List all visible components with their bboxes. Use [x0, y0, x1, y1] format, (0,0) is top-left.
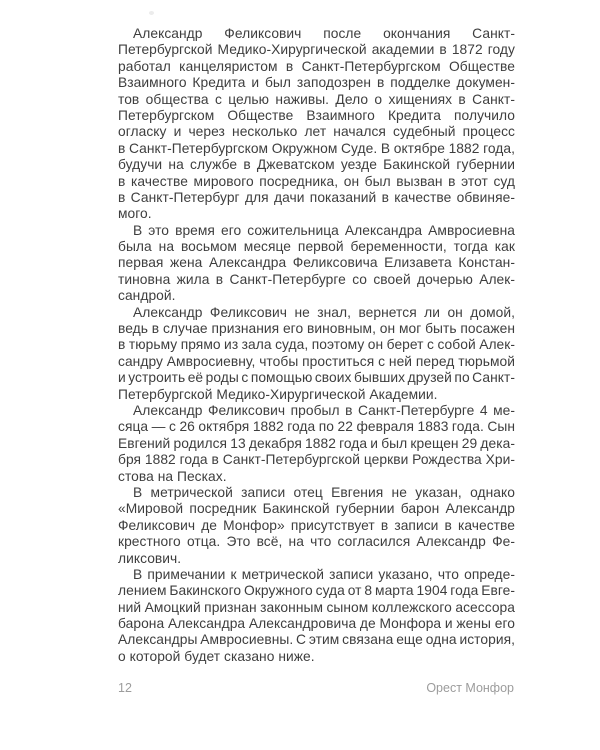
paragraph — [118, 223, 515, 305]
text-block — [118, 26, 515, 665]
scan-speck-artifact — [149, 11, 154, 15]
text-line: мого. — [118, 206, 152, 222]
text-line: Петербургской Медико-Хирургической Академии. — [118, 386, 438, 402]
text-line: бря 1882 года в Санкт-Петербургской церкви Рождества Хри- — [118, 452, 515, 468]
text-line: «Мировой посредник Бакинской губернии барон Александр — [118, 501, 515, 517]
text-line: ний Амоцкий признан законным сыном коллежского асессора — [118, 599, 515, 615]
paragraph — [118, 26, 515, 223]
text-line: о которой будет сказано ниже. — [118, 648, 315, 664]
text-line: Петербургском Обществе Взаимного Кредита получило — [118, 107, 515, 123]
paragraph — [118, 305, 515, 403]
text-line: Александры Амвросиевны. С этим связана еще одна история, — [118, 632, 515, 648]
text-line: сяца — с 26 октября 1882 года по 22 февраля 1883 года. Сын — [118, 419, 515, 435]
text-line: в качестве мирового посредника, он был вызван в этот суд — [118, 173, 515, 189]
text-line: Петербургской Медико-Хирургической академии в 1872 году — [118, 42, 515, 58]
text-line: ведь в случае признания его виновным, он мог быть посажен — [118, 321, 515, 337]
paragraph — [118, 567, 515, 665]
text-line: стова на Песках. — [118, 468, 227, 484]
text-line: сандру Амвросиевну, чтобы проститься с ней перед тюрьмой — [118, 353, 515, 369]
text-line: ликсович. — [118, 550, 182, 566]
text-line: в Санкт-Петербург для дачи показаний в качестве обвиняе- — [118, 189, 515, 205]
page-number: 12 — [118, 681, 132, 695]
text-line: барона Александра Александровича де Монфора и жены его — [118, 616, 515, 632]
text-line: Феликсович де Монфор» присутствует в записи в качестве — [118, 517, 515, 533]
text-line: тиновна жила в Санкт-Петербурге со своей дочерью Алек- — [118, 271, 515, 287]
text-line: В примечании к метрической записи указано, что опреде- — [133, 566, 515, 582]
text-line: Взаимного Кредита и был заподозрен в подделке докумен- — [118, 75, 515, 91]
text-line: Евгений родился 13 декабря 1882 года и был крещен 29 дека- — [118, 435, 515, 451]
text-line: и устроить её роды с помощью своих бывших друзей по Санкт- — [118, 370, 515, 386]
page-footer — [118, 681, 514, 695]
text-line: будучи на службе в Джеватском уезде Бакинской губернии — [118, 157, 515, 173]
text-line: первая жена Александра Феликсовича Елизавета Констан- — [118, 255, 515, 271]
text-line: В это время его сожительница Александра Амвросиевна — [133, 222, 515, 238]
text-line: в тюрьму прямо из зала суда, поэтому он берет с собой Алек- — [118, 337, 515, 353]
text-line: сандрой. — [118, 288, 176, 304]
paragraph — [118, 403, 515, 485]
text-line: была на восьмом месяце первой беременности, тогда как — [118, 239, 515, 255]
text-line: огласку и через несколько лет начался судебный процесс — [118, 124, 515, 140]
text-line: Александр Феликсович после окончания Санкт- — [133, 26, 515, 41]
running-title: Орест Монфор — [426, 681, 514, 695]
text-line: Александр Феликсович не знал, вернется ли он домой, — [133, 304, 515, 320]
text-line: работал канцеляристом в Санкт-Петербургском Обществе — [118, 58, 515, 74]
text-line: Александр Феликсович пробыл в Санкт-Петербурге 4 ме- — [133, 402, 515, 418]
text-line: крестного отца. Это всё, на что согласился Александр Фе- — [118, 534, 515, 550]
text-line: в Санкт-Петербургском Окружном Суде. В октябре 1882 года, — [118, 140, 515, 156]
text-line: тов общества с целью наживы. Дело о хищениях в Санкт- — [118, 91, 515, 107]
paragraph — [118, 485, 515, 567]
text-line: В метрической записи отец Евгения не указан, однако — [133, 484, 515, 500]
text-line: лением Бакинского Окружного суда от 8 марта 1904 года Евге- — [118, 583, 515, 599]
